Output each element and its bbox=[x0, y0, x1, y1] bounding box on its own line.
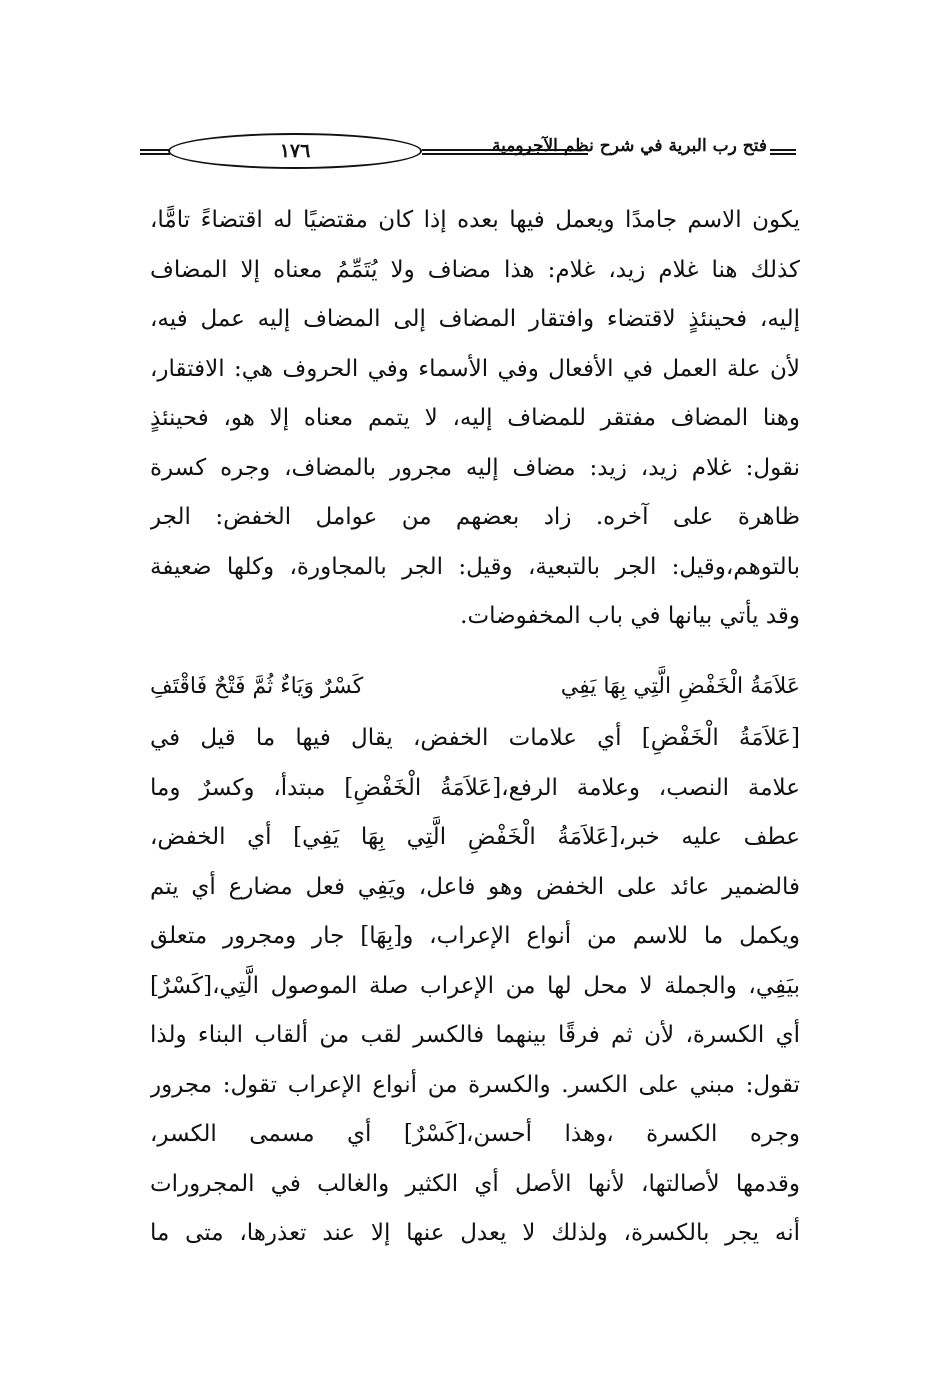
text-line: إليه، فحينئذٍ لاقتضاء وافتقار المضاف إلى المضاف إليه عمل فيه، bbox=[150, 306, 800, 332]
text-line: أنه يجر بالكسرة، ولذلك لا يعدل عنها إلا عند تعذرها، متى ما bbox=[150, 1220, 800, 1246]
header-double-rule-middle bbox=[422, 149, 588, 155]
verse-line bbox=[150, 662, 800, 712]
text-line: [عَلاَمَةُ الْخَفْضِ] أي علامات الخفض، يقال فيها ما قيل في bbox=[150, 725, 800, 751]
page-number: ١٧٦ bbox=[279, 140, 311, 162]
text-line: تقول: مبني على الكسر. والكسرة من أنواع الإعراب تقول: مجرور bbox=[150, 1071, 800, 1098]
text-line: ظاهرة على آخره. زاد بعضهم من عوامل الخفض: الجر bbox=[150, 504, 800, 530]
text-line: وهنا المضاف مفتقر للمضاف إليه، لا يتمم معناه إلا هو، فحينئذٍ bbox=[150, 405, 800, 431]
text-line: عطف عليه خبر،[عَلاَمَةُ الْخَفْضِ الَّتِي بِهَا يَفِي] أي الخفض، bbox=[150, 824, 800, 850]
verse-first-hemistich: عَلاَمَةُ الْخَفْضِ الَّتِي بِهَا يَفِي bbox=[560, 674, 800, 699]
page-number-oval bbox=[168, 133, 422, 169]
header-double-rule-left bbox=[140, 149, 170, 155]
text-line: أي الكسرة، لأن ثم فرقًا بينهما فالكسر لقب من ألقاب البناء ولذا bbox=[150, 1022, 800, 1048]
paragraph-2 bbox=[150, 714, 800, 1259]
text-line: علامة النصب، وعلامة الرفع،[عَلاَمَةُ الْخَفْضِ] مبتدأ، وكسرٌ وما bbox=[150, 774, 800, 801]
text-line: فالضمير عائد على الخفض وهو فاعل، ويَفِي فعل مضارع أي يتم bbox=[150, 873, 800, 900]
text-line: وقد يأتي بيانها في باب المخفوضات. bbox=[460, 603, 800, 629]
header-double-rule-right bbox=[770, 149, 796, 155]
text-line: يكون الاسم جامدًا ويعمل فيها بعده إذا كان مقتضيًا له اقتضاءً تامًّا، bbox=[150, 207, 800, 233]
text-line: وجره الكسرة ،وهذا أحسن،[كَسْرٌ] أي مسمى الكسر، bbox=[150, 1121, 800, 1147]
book-title: فتح رب البرية في شرح نظم الآجرومية bbox=[492, 136, 767, 156]
running-header bbox=[140, 130, 800, 174]
text-line: بالتوهم،وقيل: الجر بالتبعية، وقيل: الجر بالمجاورة، وكلها ضعيفة bbox=[150, 553, 800, 580]
verse-second-hemistich: كَسْرٌ وَيَاءٌ ثُمَّ فَتْحٌ فَاقْتَفِ bbox=[150, 674, 364, 699]
text-line: لأن علة العمل في الأفعال وفي الأسماء وفي الحروف هي: الافتقار، bbox=[150, 355, 800, 382]
text-line: ويكمل ما للاسم من أنواع الإعراب، و[بِهَا] جار ومجرور متعلق bbox=[150, 923, 800, 949]
paragraph-1 bbox=[150, 196, 800, 642]
text-line: بيَفِي، والجملة لا محل لها من الإعراب صلة الموصول الَّتِي،[كَسْرٌ] bbox=[150, 972, 800, 999]
text-line: كذلك هنا غلام زيد، غلام: هذا مضاف ولا يُتَمِّمُ معناه إلا المضاف bbox=[150, 256, 800, 283]
text-line: وقدمها لأصالتها، لأنها الأصل أي الكثير والغالب في المجرورات bbox=[150, 1170, 800, 1197]
text-line: نقول: غلام زيد، زيد: مضاف إليه مجرور بالمضاف، وجره كسرة bbox=[150, 454, 800, 481]
